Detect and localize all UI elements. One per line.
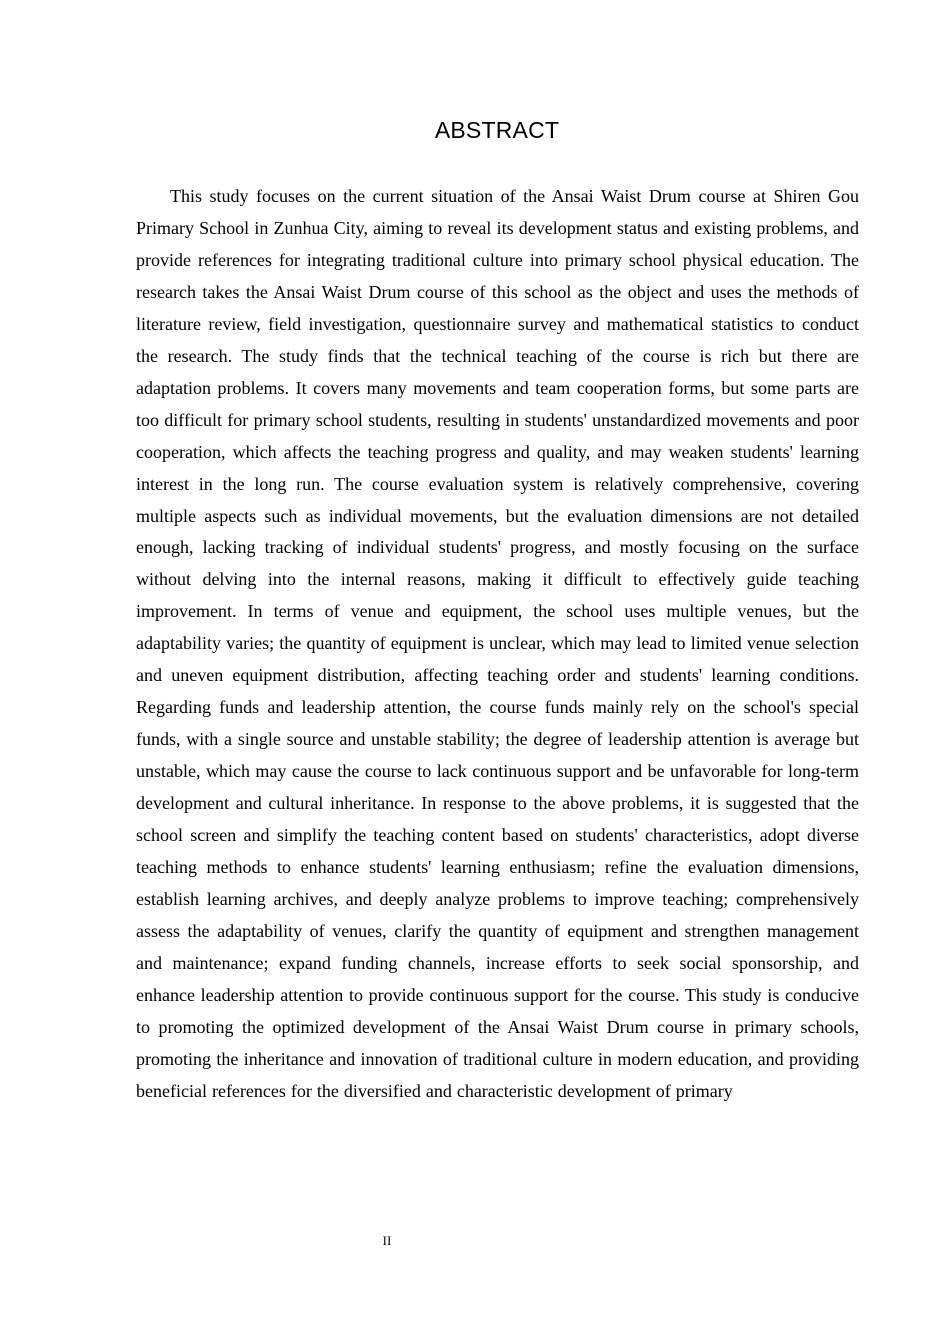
abstract-body: This study focuses on the current situation of the Ansai Waist Drum course at Shiren Gou Primary School in Zunhua City, aiming to reveal its development status and existing problems, and provide references for integrating traditional culture into primary school physical education. The research takes the Ansai Waist Drum course of this school as the object and uses the methods of literature review, field investigation, questionnaire survey and mathematical statistics to conduct the research. The study finds that the technical teaching of the course is rich but there are adaptation problems. It covers many movements and team cooperation forms, but some parts are too difficult for primary school students, resulting in students' unstandardized movements and poor cooperation, which affects the teaching progress and quality, and may weaken students' learning interest in the long run. The course evaluation system is relatively comprehensive, covering multiple aspects such as individual movements, but the evaluation dimensions are not detailed enough, lacking tracking of individual students' progress, and mostly focusing on the surface without delving into the internal reasons, making it difficult to effectively guide teaching improvement. In terms of venue and equipment, the school uses multiple venues, but the adaptability varies; the quantity of equipment is unclear, which may lead to limited venue selection and uneven equipment distribution, affecting teaching order and students' learning conditions. Regarding funds and leadership attention, the course funds mainly rely on the school's special funds, with a single source and unstable stability; the degree of leadership attention is average but unstable, which may cause the course to lack continuous support and be unfavorable for long-term development and cultural inheritance. In response to the above problems, it is suggested that the school screen and simplify the teaching content based on students' characteristics, adopt diverse teaching methods to enhance students' learning enthusiasm; refine the evaluation dimensions, establish learning archives, and deeply analyze problems to improve teaching; comprehensively assess the adaptability of venues, clarify the quantity of equipment and strengthen management and maintenance; expand funding channels, increase efforts to seek social sponsorship, and enhance leadership attention to provide continuous support for the course. This study is conducive to promoting the optimized development of the Ansai Waist Drum course in primary schools, promoting the inheritance and innovation of traditional culture in modern education, and providing beneficial references for the diversified and characteristic development of primary bbox=[136, 186, 859, 1101]
abstract-title: ABSTRACT bbox=[434, 117, 560, 143]
page-number: II bbox=[382, 1233, 392, 1248]
